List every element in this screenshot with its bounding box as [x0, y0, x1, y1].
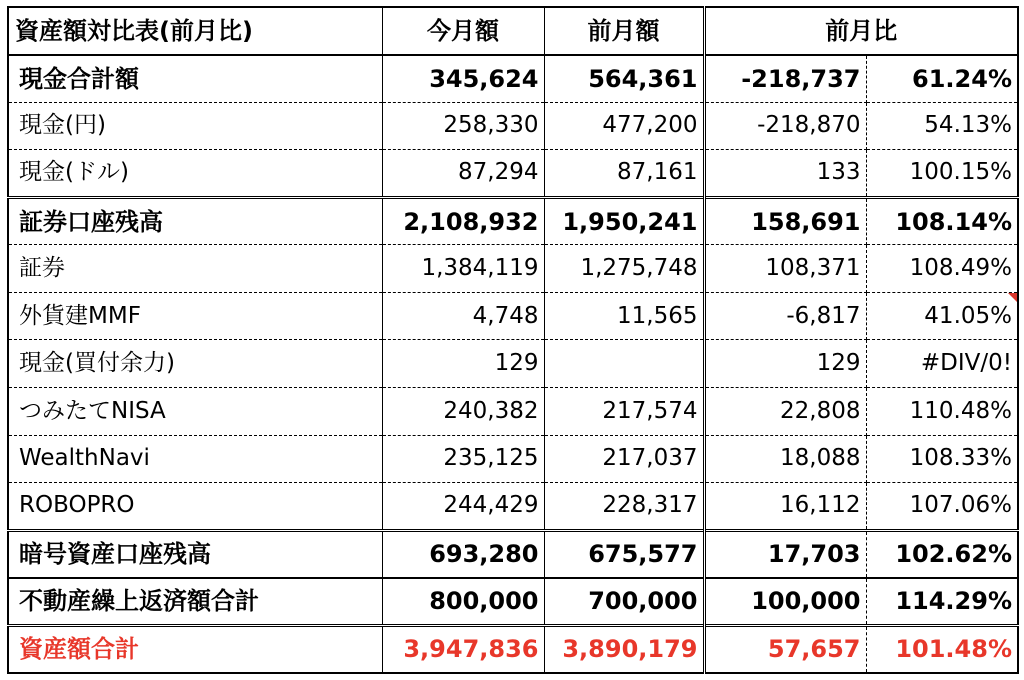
- table-row: [8, 292, 1018, 340]
- ratio-cell[interactable]: 108.14%: [866, 197, 1018, 245]
- last-month-cell[interactable]: 1,275,748: [544, 245, 704, 293]
- this-month-cell[interactable]: 693,280: [382, 530, 544, 578]
- ratio-cell[interactable]: 61.24%: [866, 55, 1018, 103]
- table-title[interactable]: 資産額対比表(前月比): [8, 7, 382, 55]
- last-month-cell[interactable]: 1,950,241: [544, 197, 704, 245]
- ratio-cell[interactable]: 110.48%: [866, 388, 1018, 436]
- this-month-cell[interactable]: 4,748: [382, 292, 544, 340]
- diff-cell[interactable]: -218,737: [704, 55, 866, 103]
- last-month-cell[interactable]: 3,890,179: [544, 625, 704, 673]
- this-month-cell[interactable]: 129: [382, 340, 544, 388]
- row-label[interactable]: 証券口座残高: [8, 197, 382, 245]
- row-label[interactable]: 現金(ドル): [8, 150, 382, 198]
- diff-cell[interactable]: 18,088: [704, 435, 866, 483]
- ratio-cell[interactable]: 108.33%: [866, 435, 1018, 483]
- row-label[interactable]: 現金合計額: [8, 55, 382, 103]
- this-month-cell[interactable]: 244,429: [382, 483, 544, 531]
- ratio-cell[interactable]: 108.49%: [866, 245, 1018, 293]
- this-month-cell[interactable]: 345,624: [382, 55, 544, 103]
- diff-cell[interactable]: 158,691: [704, 197, 866, 245]
- diff-cell[interactable]: 133: [704, 150, 866, 198]
- ratio-cell[interactable]: 114.29%: [866, 578, 1018, 626]
- last-month-header[interactable]: 前月額: [544, 7, 704, 55]
- row-label[interactable]: 資産額合計: [8, 625, 382, 673]
- table-row: [8, 102, 1018, 150]
- diff-cell[interactable]: 100,000: [704, 578, 866, 626]
- this-month-cell[interactable]: 3,947,836: [382, 625, 544, 673]
- table-row: [8, 55, 1018, 103]
- row-label[interactable]: 現金(買付余力): [8, 340, 382, 388]
- row-label[interactable]: 証券: [8, 245, 382, 293]
- diff-cell[interactable]: 16,112: [704, 483, 866, 531]
- last-month-cell[interactable]: [544, 340, 704, 388]
- table-row: [8, 197, 1018, 245]
- table-row: [8, 245, 1018, 293]
- this-month-cell[interactable]: 240,382: [382, 388, 544, 436]
- table-row: [8, 483, 1018, 531]
- ratio-cell[interactable]: 101.48%: [866, 625, 1018, 673]
- last-month-cell[interactable]: 675,577: [544, 530, 704, 578]
- diff-cell[interactable]: 17,703: [704, 530, 866, 578]
- this-month-cell[interactable]: 1,384,119: [382, 245, 544, 293]
- row-label[interactable]: 現金(円): [8, 102, 382, 150]
- table-row: [8, 530, 1018, 578]
- diff-cell[interactable]: 108,371: [704, 245, 866, 293]
- last-month-cell[interactable]: 477,200: [544, 102, 704, 150]
- last-month-cell[interactable]: 87,161: [544, 150, 704, 198]
- last-month-cell[interactable]: 564,361: [544, 55, 704, 103]
- row-label[interactable]: つみたてNISA: [8, 388, 382, 436]
- diff-cell[interactable]: 22,808: [704, 388, 866, 436]
- asset-comparison-table: [7, 6, 1019, 674]
- row-label[interactable]: 暗号資産口座残高: [8, 530, 382, 578]
- ratio-cell[interactable]: 107.06%: [866, 483, 1018, 531]
- diff-cell[interactable]: -6,817: [704, 292, 866, 340]
- this-month-cell[interactable]: 235,125: [382, 435, 544, 483]
- ratio-cell[interactable]: #DIV/0!: [866, 340, 1018, 388]
- vs-last-month-header[interactable]: 前月比: [704, 7, 1018, 55]
- last-month-cell[interactable]: 217,574: [544, 388, 704, 436]
- header-row: [8, 7, 1018, 55]
- this-month-cell[interactable]: 87,294: [382, 150, 544, 198]
- diff-cell[interactable]: 129: [704, 340, 866, 388]
- table-row: [8, 435, 1018, 483]
- this-month-cell[interactable]: 800,000: [382, 578, 544, 626]
- this-month-cell[interactable]: 258,330: [382, 102, 544, 150]
- last-month-cell[interactable]: 11,565: [544, 292, 704, 340]
- row-label[interactable]: 不動産繰上返済額合計: [8, 578, 382, 626]
- ratio-cell[interactable]: 54.13%: [866, 102, 1018, 150]
- total-row: [8, 625, 1018, 673]
- table-row: [8, 340, 1018, 388]
- last-month-cell[interactable]: 700,000: [544, 578, 704, 626]
- table-row: [8, 578, 1018, 626]
- last-month-cell[interactable]: 228,317: [544, 483, 704, 531]
- this-month-cell[interactable]: 2,108,932: [382, 197, 544, 245]
- ratio-cell[interactable]: 102.62%: [866, 530, 1018, 578]
- this-month-header[interactable]: 今月額: [382, 7, 544, 55]
- table-row: [8, 150, 1018, 198]
- row-label[interactable]: ROBOPRO: [8, 483, 382, 531]
- row-label[interactable]: WealthNavi: [8, 435, 382, 483]
- row-label[interactable]: 外貨建MMF: [8, 292, 382, 340]
- ratio-cell[interactable]: 100.15%: [866, 150, 1018, 198]
- ratio-cell[interactable]: 41.05%: [866, 292, 1018, 340]
- last-month-cell[interactable]: 217,037: [544, 435, 704, 483]
- table-row: [8, 388, 1018, 436]
- diff-cell[interactable]: -218,870: [704, 102, 866, 150]
- diff-cell[interactable]: 57,657: [704, 625, 866, 673]
